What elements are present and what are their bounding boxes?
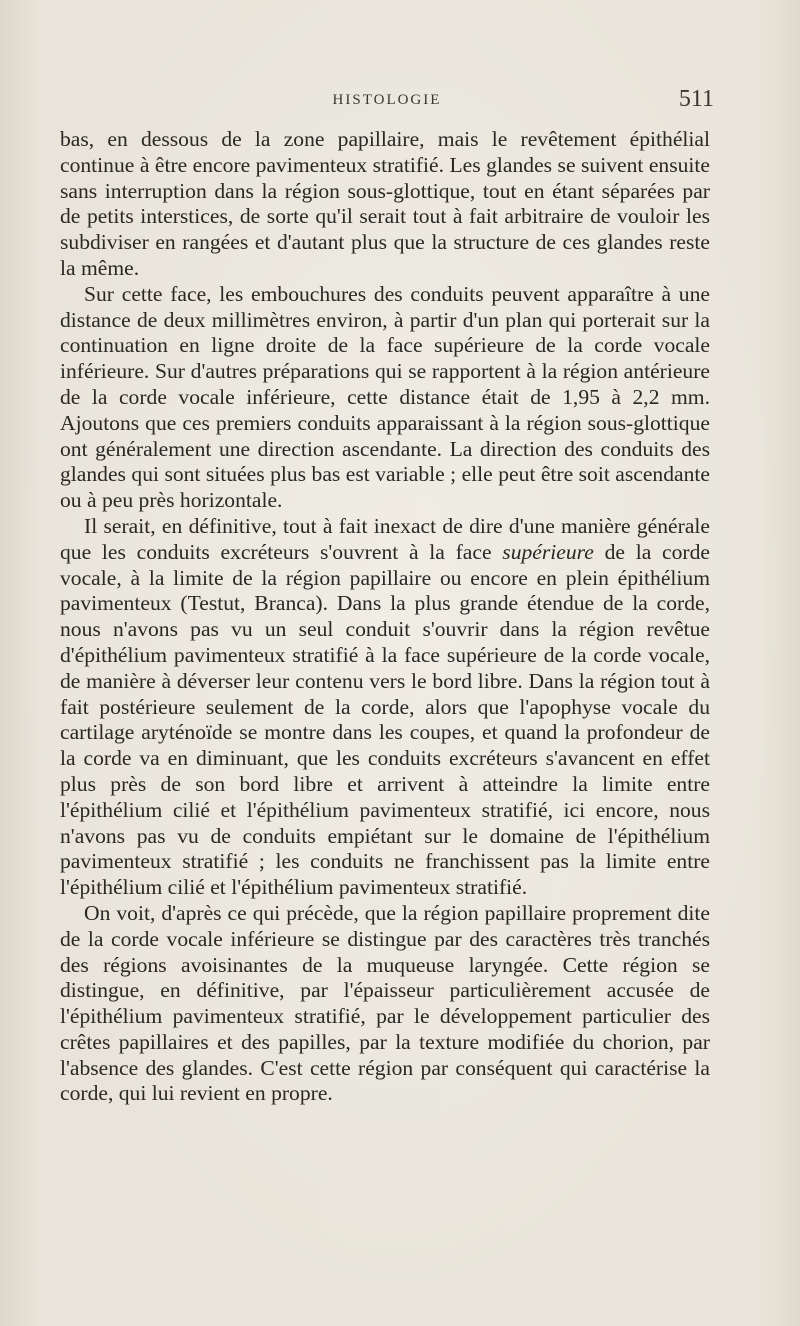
page-number: 511 [678, 86, 714, 112]
running-title: HISTOLOGIE [332, 92, 442, 108]
paragraph-3-start: Il serait, en définitive, tout à fait inexact de dire d'une manière générale que les conduits excréteurs s'ouvrent à la face [60, 513, 710, 564]
paragraph-4: On voit, d'après ce qui précède, que la région papillaire proprement dite de la corde vocale inférieure se distingue par des caractères très tranchés des régions avoisinantes de la muqueuse laryngée. Cette région se distingue, en définitive, par l'épaisseur particulièrement accusée de l'épithélium pavimenteux stratifié, par le développement particulier des crêtes papillaires et des papilles, par la texture modifiée du chorion, par l'absence des glandes. C'est cette région par conséquent qui caractérise la corde, qui lui revient en propre. [60, 900, 710, 1106]
italic-term: supérieure [502, 539, 594, 564]
paragraph-1: bas, en dessous de la zone papillaire, mais le revêtement épithélial continue à être encore pavimenteux stratifié. Les glandes se suivent ensuite sans interruption dans la région sous-glottique, tout en étant séparées par de petits interstices, de sorte qu'il serait tout à fait arbitraire de vouloir les subdiviser en rangées et d'autant plus que la structure de ces glandes reste la même. [60, 127, 710, 280]
paragraph-2: Sur cette face, les embouchures des conduits peuvent apparaître à une distance de deux millimètres environ, à partir d'un plan qui porterait sur la continuation en ligne droite de la face supérieure de la corde vocale inférieure. Sur d'autres préparations qui se rapportent à la région antérieure de la corde vocale inférieure, cette distance était de 1,95 à 2,2 mm. Ajoutons que ces premiers conduits apparaissant à la région sous-glottique ont généralement une direction ascendante. La direction des conduits des glandes qui sont situées plus bas est variable ; elle peut être soit ascendante ou à peu près horizontale. [60, 281, 710, 513]
paragraph-3-end: de la corde vocale, à la limite de la région papillaire ou encore en plein épithélium pavimenteux (Testut, Branca). Dans la plus grande étendue de la corde, nous n'avons pas vu un seul conduit s'ouvrir dans la région revêtue d'épithélium pavimenteux stratifié à la face supérieure de la corde vocale, de manière à déverser leur contenu vers le bord libre. Dans la région tout à fait postérieure seulement de la corde, alors que l'apophyse vocale du cartilage aryténoïde se montre dans les coupes, et quand la profondeur de la corde va en diminuant, que les conduits excréteurs s'avancent en effet plus près de son bord libre et arrivent à atteindre la limite entre l'épithélium cilié et l'épithélium pavimenteux stratifié, ici encore, nous n'avons pas vu de conduits empiétant sur le domaine de l'épithélium pavimenteux stratifié ; les conduits ne franchissent pas la limite entre l'épithélium cilié et l'épithélium pavimenteux stratifié. [60, 539, 710, 900]
paragraph-3 [60, 514, 710, 901]
page-header [60, 88, 714, 118]
body-text [60, 127, 710, 1107]
